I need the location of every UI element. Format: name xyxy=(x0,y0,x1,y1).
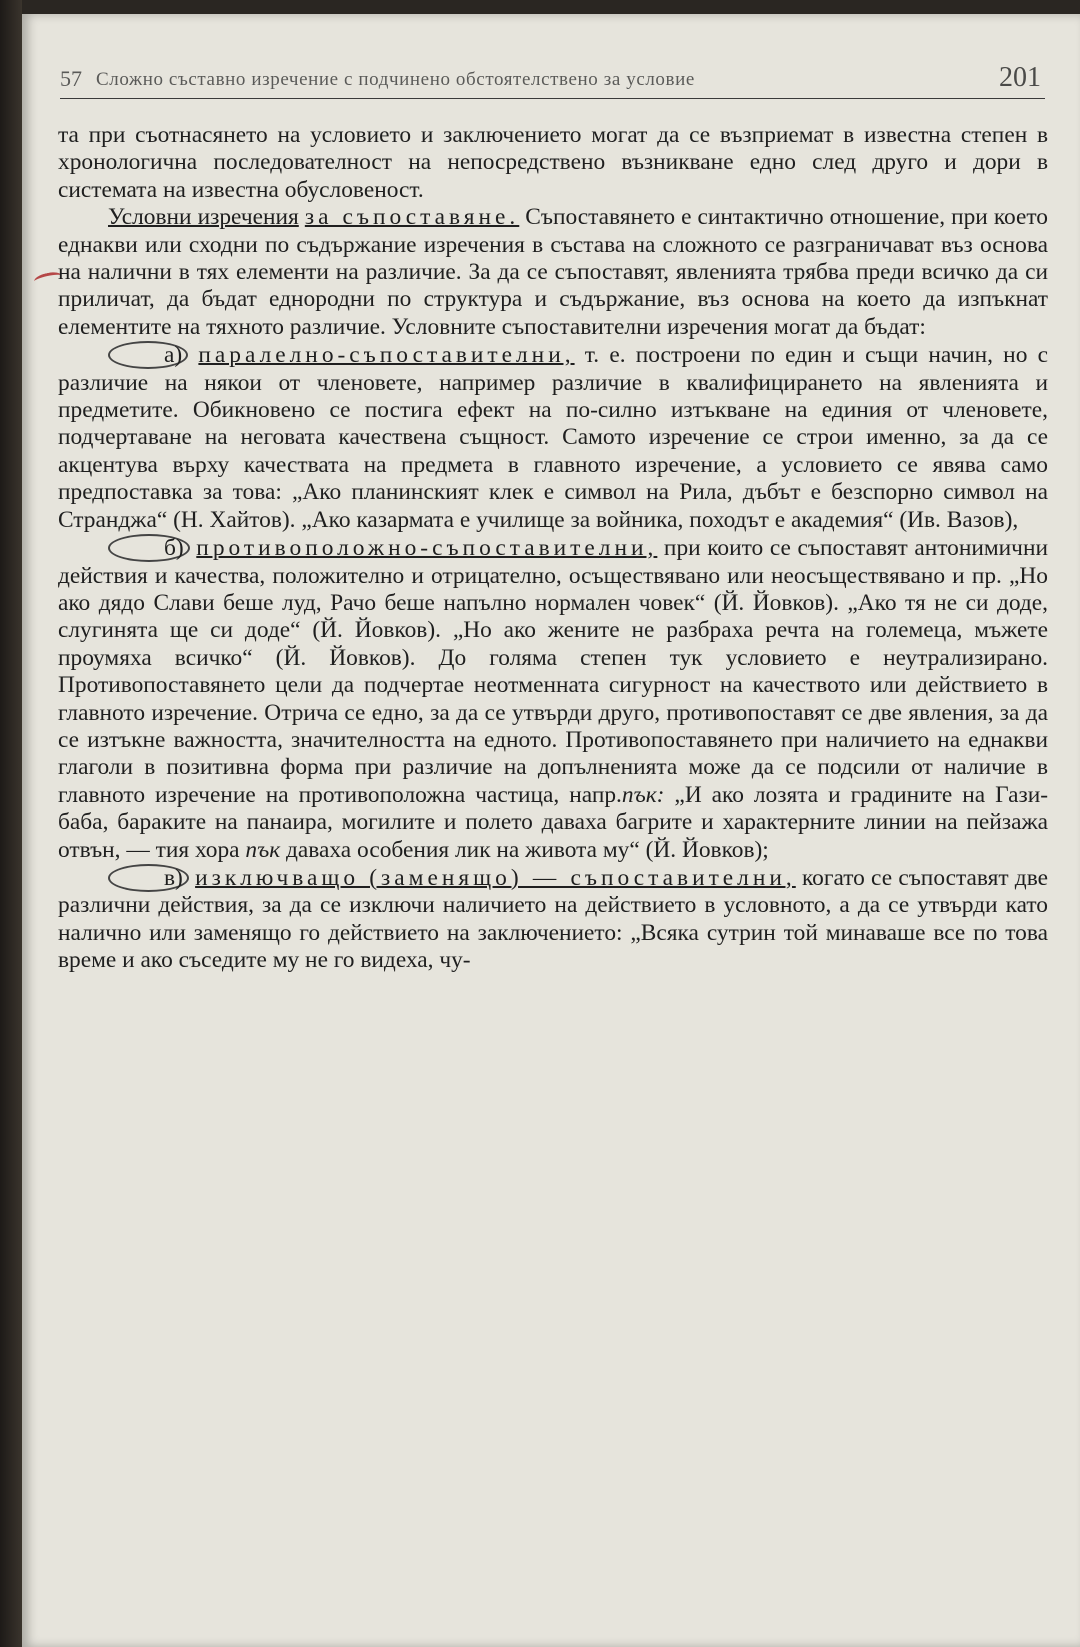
paragraph-lead: Условни изречения xyxy=(108,204,299,231)
page-body xyxy=(58,122,1048,975)
paragraph-5 xyxy=(58,864,1048,975)
paragraph-lead-spaced: за съпоставяне. xyxy=(304,204,520,231)
paragraph-text: при които се съпоставят антонимични действия и качества, положително и отрицателно, осъществявано или неосъществявано и пр. „Но ако дядо Слави беше луд, Рачо беше напълно нормален човек“ (Й. Йовков). „Ако тя не си доде, слугинята ще си доде“ (Й. Йовков). „Но ако жените не разбраха речта на големеца, мъжете проумяха всичко“ (Й. Йовков). До голяма степен тук условието е неутрализирано. Противопоставянето цели да подчертае неотменната сигурност на качеството или действието в главното изречение. Отрича се едно, за да се утвърди друго, противопоставят се две явления, за да се изтъкне важността, значителността на едното. Противопоставянето при наличието на еднакви глаголи в позитивна форма при различие на допълненията може да се подсили от наличие в главното изречение на противоположна частица, напр. xyxy=(58,535,1048,808)
item-marker: в) xyxy=(108,864,189,892)
paragraph-text: когато се съпоставят две различни действия, за да се изключи наличието на действието в условното, а да се утвърди като налично или заменящо го действието на заключението: „Всяка сутрин той минаваше все по това време и ако съседите му не го видеха, чу- xyxy=(58,864,1048,974)
paragraph-lead-spaced: изключващо (заменящо) — съпоставителни, xyxy=(195,864,796,891)
particle-italic: пък: xyxy=(621,781,665,808)
book-spine-edge xyxy=(0,0,22,1647)
paragraph-lead-spaced: паралелно-съпоставителни, xyxy=(198,342,575,369)
paragraph-3 xyxy=(58,341,1048,534)
paragraph-text-3: даваха особения лик на живота му“ (Й. Йовков); xyxy=(280,836,769,863)
paragraph-text-2: „И ако лозята и градините на Гази-баба, бараките на панаира, могилите и полето даваха багрите и характерните линии на пейзажа отвън, — тия хора xyxy=(58,781,1049,863)
item-marker: а) xyxy=(108,341,188,369)
page-number: 201 xyxy=(999,62,1041,93)
paragraph-text: та при съотнасянето на условието и заключението могат да се възприемат в известна степен в хронологична последователност на непосредствено възникване едно след друго и дори в системата на известна обусловеност. xyxy=(58,122,1048,203)
section-number: 57 xyxy=(60,66,82,91)
item-marker: б) xyxy=(108,534,190,562)
particle-italic-2: пък xyxy=(245,836,281,863)
paragraph-2 xyxy=(58,204,1048,341)
book-page xyxy=(22,14,1080,1647)
section-title: Сложно съставно изречение с подчинено обстоятелствено за условие xyxy=(96,69,695,90)
paragraph-text: т. е. построени по един и същи начин, но с различие на някои от членовете, например различие в квалифицирането на явленията и предметите. Обикновено се постига ефект на по-силно изтъкване на единия от членовете, подчертаване на неговата качествена същност. Самото изречение се строи именно, за да се акцентува върху качествата на предмета в главното изречение, а условието се явява само предпоставка за това: „Ако планинският клек е символ на Рила, дъбът е безспорно символ на Странджа“ (Н. Хайтов). „Ако казармата е училище за войника, походът е академия“ (Ив. Вазов), xyxy=(58,342,1048,533)
paragraph-lead-spaced: противоположно-съпоставителни, xyxy=(196,535,658,562)
paragraph-1 xyxy=(58,122,1048,204)
running-header xyxy=(60,58,1045,99)
paragraph-4 xyxy=(58,534,1048,864)
paragraph-text: Съпоставянето е синтактично отношение, при което еднакви или сходни по съдържание изречения в състава на сложното се разграничават въз основа на налични в тях елементи на различие. За да се съпоставят, явленията трябва преди всичко да си приличат, да бъдат еднородни по структура и съдържание, въз основа на което да изпъкнат елементите на тяхното различие. Условните съпоставителни изречения могат да бъдат: xyxy=(58,204,1048,340)
